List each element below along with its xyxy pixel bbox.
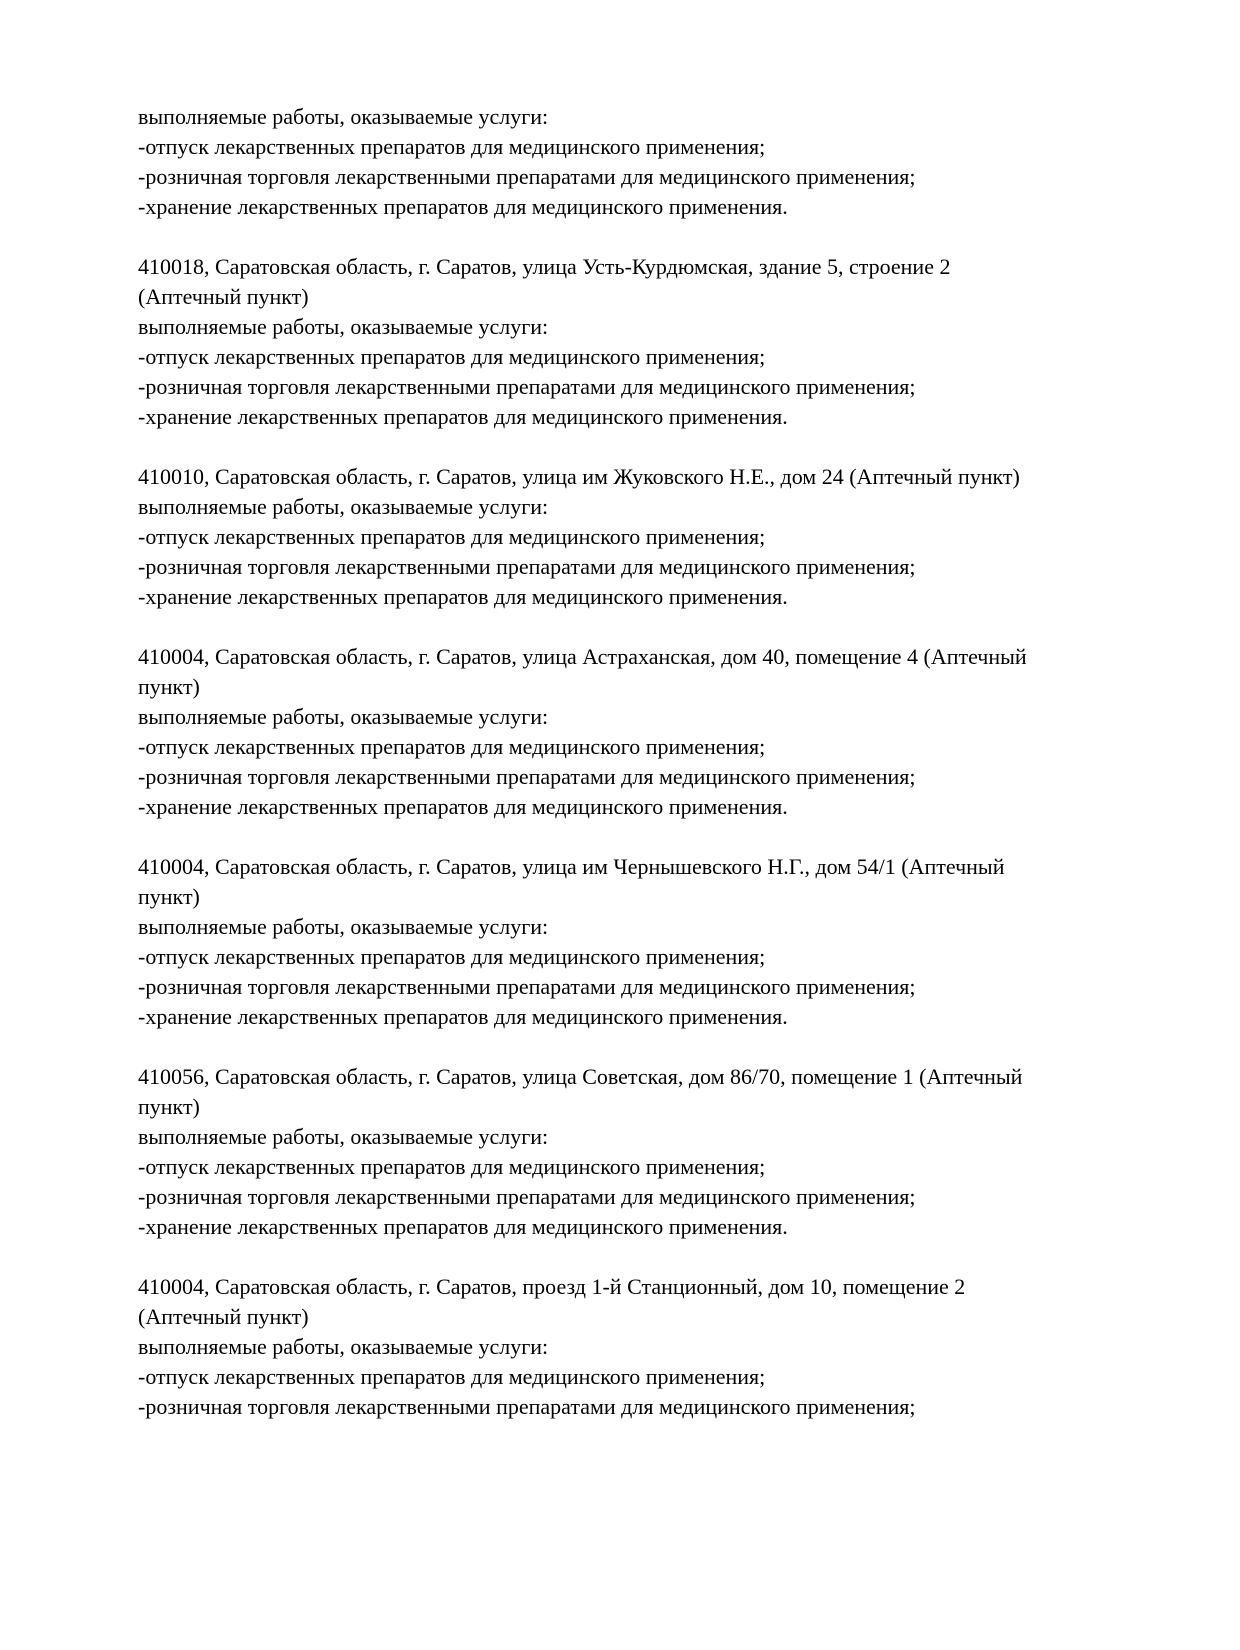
address-line: пункт) — [138, 884, 200, 909]
service-line: -розничная торговля лекарственными препаратами для медицинского применения; — [138, 974, 916, 999]
service-line: -отпуск лекарственных препаратов для медицинского применения; — [138, 944, 766, 969]
service-line: -отпуск лекарственных препаратов для медицинского применения; — [138, 344, 766, 369]
services-header: выполняемые работы, оказываемые услуги: — [138, 1124, 549, 1149]
address-line: пункт) — [138, 674, 200, 699]
address-line: 410004, Саратовская область, г. Саратов, улица им Чернышевского Н.Г., дом 54/1 (Аптечный — [138, 854, 1005, 879]
address-line: 410018, Саратовская область, г. Саратов, улица Усть-Курдюмская, здание 5, строение 2 — [138, 254, 951, 279]
services-header: выполняемые работы, оказываемые услуги: — [138, 914, 549, 939]
service-line: -розничная торговля лекарственными препаратами для медицинского применения; — [138, 374, 916, 399]
service-line: -отпуск лекарственных препаратов для медицинского применения; — [138, 524, 766, 549]
address-line: (Аптечный пункт) — [138, 1304, 309, 1329]
service-line: -хранение лекарственных препаратов для медицинского применения. — [138, 404, 788, 429]
service-line: -отпуск лекарственных препаратов для медицинского применения; — [138, 134, 766, 159]
address-line: (Аптечный пункт) — [138, 284, 309, 309]
license-entry — [138, 252, 1170, 432]
license-entry — [138, 852, 1170, 1032]
service-line: -отпуск лекарственных препаратов для медицинского применения; — [138, 1364, 766, 1389]
license-entry — [138, 462, 1170, 612]
license-entry — [138, 1062, 1170, 1242]
address-line: 410004, Саратовская область, г. Саратов, улица Астраханская, дом 40, помещение 4 (Аптечный — [138, 644, 1027, 669]
service-line: -хранение лекарственных препаратов для медицинского применения. — [138, 1004, 788, 1029]
address-line: 410004, Саратовская область, г. Саратов, проезд 1-й Станционный, дом 10, помещение 2 — [138, 1274, 966, 1299]
service-line: -розничная торговля лекарственными препаратами для медицинского применения; — [138, 1184, 916, 1209]
service-line: -отпуск лекарственных препаратов для медицинского применения; — [138, 1154, 766, 1179]
service-line: -розничная торговля лекарственными препаратами для медицинского применения; — [138, 1394, 916, 1419]
license-entry — [138, 1272, 1170, 1422]
service-line: -хранение лекарственных препаратов для медицинского применения. — [138, 794, 788, 819]
services-header: выполняемые работы, оказываемые услуги: — [138, 1334, 549, 1359]
service-line: -розничная торговля лекарственными препаратами для медицинского применения; — [138, 164, 916, 189]
service-line: -хранение лекарственных препаратов для медицинского применения. — [138, 194, 788, 219]
license-entry — [138, 642, 1170, 822]
address-line: 410056, Саратовская область, г. Саратов, улица Советская, дом 86/70, помещение 1 (Аптечный — [138, 1064, 1023, 1089]
service-line: -хранение лекарственных препаратов для медицинского применения. — [138, 584, 788, 609]
services-header: выполняемые работы, оказываемые услуги: — [138, 494, 549, 519]
services-header: выполняемые работы, оказываемые услуги: — [138, 314, 549, 339]
service-line: -хранение лекарственных препаратов для медицинского применения. — [138, 1214, 788, 1239]
license-entry — [138, 102, 1170, 222]
service-line: -розничная торговля лекарственными препаратами для медицинского применения; — [138, 764, 916, 789]
services-header: выполняемые работы, оказываемые услуги: — [138, 104, 549, 129]
address-line: пункт) — [138, 1094, 200, 1119]
services-header: выполняемые работы, оказываемые услуги: — [138, 704, 549, 729]
license-entries — [138, 102, 1170, 1422]
service-line: -отпуск лекарственных препаратов для медицинского применения; — [138, 734, 766, 759]
address-line: 410010, Саратовская область, г. Саратов, улица им Жуковского Н.Е., дом 24 (Аптечный пункт) — [138, 464, 1020, 489]
service-line: -розничная торговля лекарственными препаратами для медицинского применения; — [138, 554, 916, 579]
